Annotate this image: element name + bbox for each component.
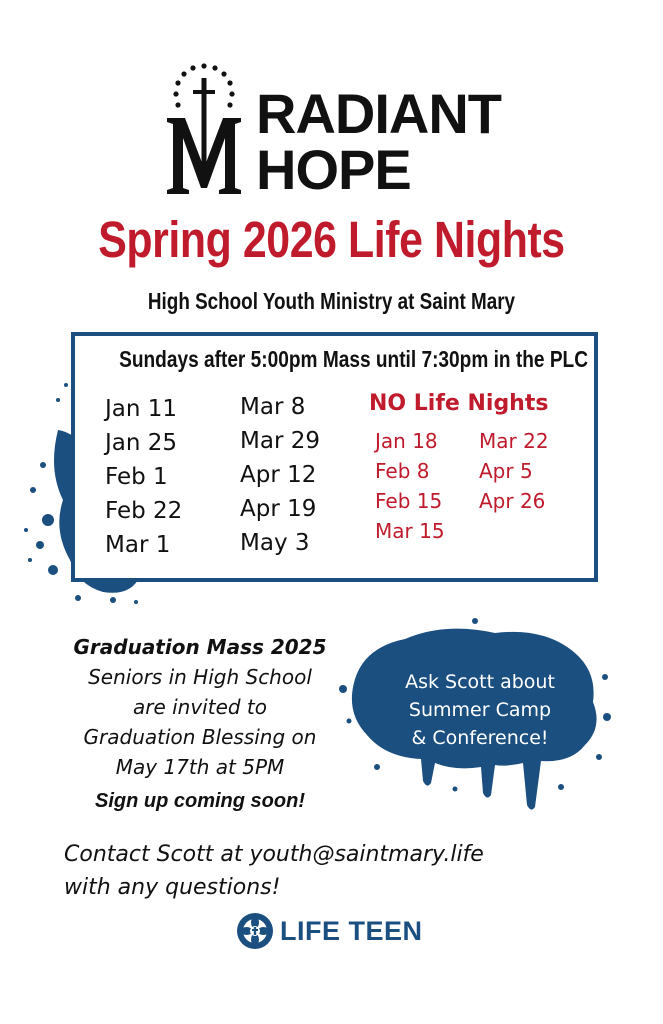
summer-camp-callout (380, 668, 580, 752)
life-night-dates-column-1 (105, 392, 182, 562)
schedule-box (71, 332, 598, 582)
life-night-dates-column-2 (240, 390, 320, 560)
logo-word-radiant: RADIANT (256, 82, 501, 145)
no-date-item: Feb 8 (375, 459, 430, 483)
date-item: Apr 19 (240, 496, 317, 522)
no-date-item: Jan 18 (375, 429, 438, 453)
subtitle: High School Youth Ministry at Saint Mary (147, 288, 516, 314)
life-teen-logo-icon (236, 912, 274, 950)
no-date-item: Mar 15 (375, 519, 445, 543)
graduation-title: Graduation Mass 2025 (73, 635, 327, 659)
camp-line: Ask Scott about (405, 671, 555, 693)
no-life-nights-column-1 (375, 426, 445, 546)
no-date-item: Apr 5 (479, 459, 533, 483)
no-life-nights-column-2 (479, 426, 549, 516)
camp-line: & Conference! (411, 727, 549, 749)
page-title: Spring 2026 Life Nights (98, 211, 565, 268)
no-date-item: Apr 26 (479, 489, 546, 513)
graduation-line: are invited to (132, 695, 268, 719)
date-item: Feb 22 (105, 498, 183, 524)
contact-line: with any questions! (64, 875, 281, 900)
date-item: Mar 1 (105, 532, 171, 558)
date-item: May 3 (240, 530, 310, 556)
date-item: Mar 29 (240, 428, 320, 454)
date-item: Apr 12 (240, 462, 317, 488)
life-teen-brand: LIFE TEEN (280, 916, 423, 946)
date-item: Jan 11 (105, 396, 178, 422)
schedule-heading: Sundays after 5:00pm Mass until 7:30pm in the PLC (119, 346, 589, 372)
date-item: Jan 25 (105, 430, 178, 456)
no-date-item: Mar 22 (479, 429, 549, 453)
contact-line: Contact Scott at youth@saintmary.life (64, 842, 484, 867)
camp-line: Summer Camp (408, 699, 552, 721)
logo-word-hope: HOPE (256, 138, 411, 201)
radiant-hope-logo-icon (163, 60, 245, 198)
no-date-item: Feb 15 (375, 489, 443, 513)
graduation-line: May 17th at 5PM (115, 755, 285, 779)
graduation-signup: Sign up coming soon! (95, 790, 305, 812)
no-life-nights-heading: NO Life Nights (369, 391, 549, 416)
graduation-section (45, 632, 355, 816)
graduation-line: Seniors in High School (88, 665, 312, 689)
contact-info (64, 838, 484, 904)
graduation-line: Graduation Blessing on (83, 725, 317, 749)
date-item: Feb 1 (105, 464, 168, 490)
date-item: Mar 8 (240, 394, 306, 420)
